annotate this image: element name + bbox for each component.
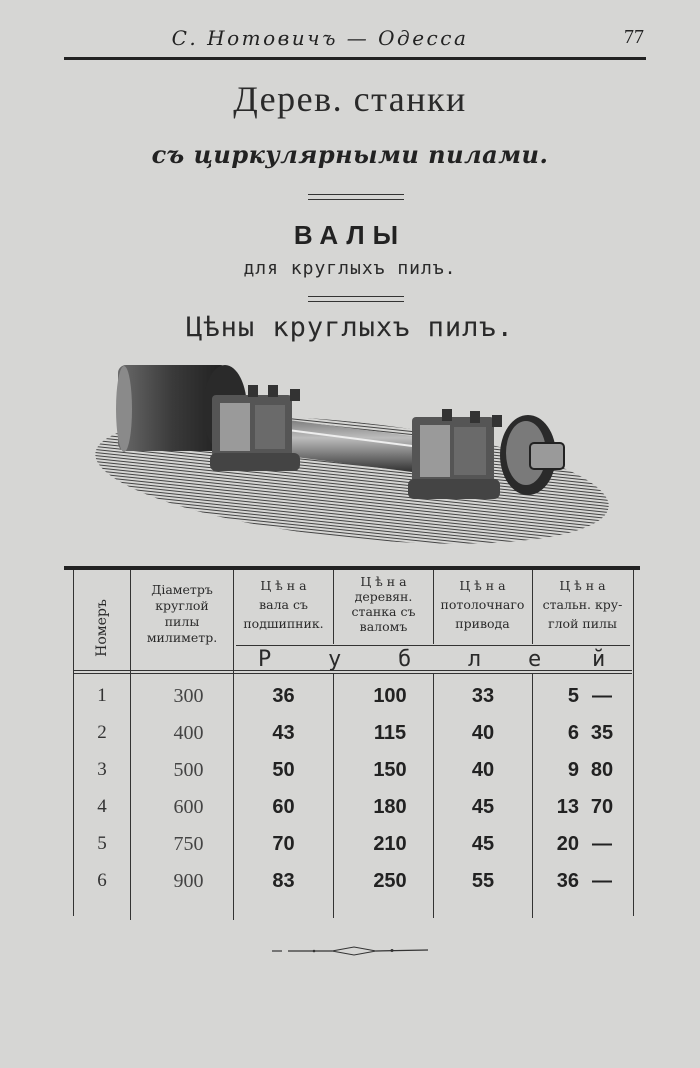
header-line: глой пилы bbox=[548, 616, 617, 631]
row-saw-kopeks: — bbox=[592, 833, 612, 855]
row-saw-rubles: 9 bbox=[567, 759, 579, 781]
header-line: пилы bbox=[164, 614, 200, 629]
row-saw-kopeks: — bbox=[592, 870, 612, 892]
row-shaft-price: 83 bbox=[272, 870, 295, 892]
prices-heading: Цѣны круглыхъ пилъ. bbox=[186, 312, 514, 343]
header-line: Ц ѣ н а bbox=[459, 578, 506, 593]
row-diameter: 300 bbox=[173, 685, 204, 707]
running-head-title: С. Нотовичъ — Одесса bbox=[171, 26, 469, 50]
row-shaft-price: 43 bbox=[272, 722, 295, 744]
header-shaft-price bbox=[234, 578, 333, 632]
main-heading: Дерев. станки bbox=[233, 79, 467, 119]
row-machine-price: 150 bbox=[373, 759, 407, 781]
header-line: валомъ bbox=[359, 619, 408, 634]
row-shaft-price: 60 bbox=[272, 796, 295, 818]
row-saw-kopeks: 80 bbox=[590, 759, 614, 781]
tail-ornament-icon bbox=[268, 940, 432, 960]
header-line: станка съ bbox=[351, 604, 416, 619]
row-machine-price: 180 bbox=[373, 796, 407, 818]
section-heading: ВАЛЫ bbox=[293, 220, 407, 250]
row-saw-rubles: 6 bbox=[567, 722, 579, 744]
row-shaft-price: 50 bbox=[272, 759, 295, 781]
head-rule bbox=[64, 57, 646, 60]
row-drive-price: 40 bbox=[471, 759, 495, 781]
header-line: потолочнаго bbox=[440, 597, 525, 612]
table-top-rule bbox=[64, 566, 640, 570]
header-line: привода bbox=[455, 616, 510, 631]
header-line: деревян. bbox=[354, 589, 413, 604]
row-drive-price: 45 bbox=[471, 833, 495, 855]
header-number: Номеръ bbox=[94, 599, 110, 657]
currency-letter: л bbox=[468, 647, 482, 672]
row-saw-rubles: 13 bbox=[556, 796, 579, 818]
page-number: 77 bbox=[624, 26, 644, 48]
sub-heading: съ циркулярными пилами. bbox=[151, 140, 549, 169]
saw-shaft-illustration-icon bbox=[90, 355, 620, 555]
running-head bbox=[64, 22, 646, 56]
currency-letter: б bbox=[398, 647, 412, 672]
table-vline bbox=[130, 570, 131, 920]
section-subheading: для круглыхъ пилъ. bbox=[243, 258, 457, 279]
header-bottom-rule bbox=[74, 670, 632, 671]
row-number: 2 bbox=[97, 722, 107, 743]
row-number: 4 bbox=[97, 796, 107, 817]
row-saw-rubles: 20 bbox=[556, 833, 579, 855]
row-diameter: 750 bbox=[173, 833, 204, 855]
header-line: круглой bbox=[155, 598, 209, 613]
row-diameter: 500 bbox=[173, 759, 204, 781]
header-line: Ц ѣ н а bbox=[260, 578, 307, 593]
header-line: милиметр. bbox=[146, 630, 218, 645]
header-diameter bbox=[132, 582, 232, 646]
header-saw-price bbox=[532, 578, 633, 632]
header-line: Діаметръ bbox=[151, 582, 213, 597]
row-saw-kopeks: 35 bbox=[590, 722, 614, 744]
header-line: подшипник. bbox=[243, 616, 324, 631]
row-drive-price: 33 bbox=[471, 685, 495, 707]
row-number: 3 bbox=[97, 759, 107, 780]
row-saw-kopeks: — bbox=[592, 685, 612, 707]
row-drive-price: 55 bbox=[471, 870, 495, 892]
rubles-top-rule bbox=[236, 645, 630, 646]
currency-letter: е bbox=[528, 647, 542, 672]
row-machine-price: 115 bbox=[373, 722, 407, 744]
row-drive-price: 40 bbox=[471, 722, 495, 744]
header-drive-price bbox=[433, 578, 532, 632]
row-shaft-price: 36 bbox=[272, 685, 295, 707]
header-line: стальн. кру- bbox=[542, 597, 623, 612]
table-vline bbox=[633, 570, 634, 916]
row-saw-rubles: 5 bbox=[567, 685, 579, 707]
header-bottom-rule bbox=[74, 673, 632, 674]
double-rule-divider bbox=[308, 194, 404, 200]
row-diameter: 900 bbox=[173, 870, 204, 892]
row-diameter: 600 bbox=[173, 796, 204, 818]
row-machine-price: 250 bbox=[373, 870, 407, 892]
row-number: 5 bbox=[97, 833, 107, 854]
row-saw-kopeks: 70 bbox=[590, 796, 614, 818]
currency-letter: Р bbox=[258, 647, 272, 672]
row-drive-price: 45 bbox=[471, 796, 495, 818]
row-shaft-price: 70 bbox=[272, 833, 295, 855]
row-machine-price: 210 bbox=[373, 833, 407, 855]
currency-letter: й bbox=[592, 647, 606, 672]
currency-letter: у bbox=[328, 647, 342, 672]
header-line: Ц ѣ н а bbox=[360, 574, 407, 589]
row-saw-rubles: 36 bbox=[556, 870, 579, 892]
row-number: 1 bbox=[97, 685, 107, 706]
row-machine-price: 100 bbox=[373, 685, 407, 707]
row-diameter: 400 bbox=[173, 722, 204, 744]
header-line: Ц ѣ н а bbox=[559, 578, 606, 593]
header-machine-price bbox=[334, 574, 433, 634]
row-number: 6 bbox=[97, 870, 107, 891]
double-rule-divider bbox=[308, 296, 404, 302]
header-line: вала съ bbox=[259, 597, 308, 612]
